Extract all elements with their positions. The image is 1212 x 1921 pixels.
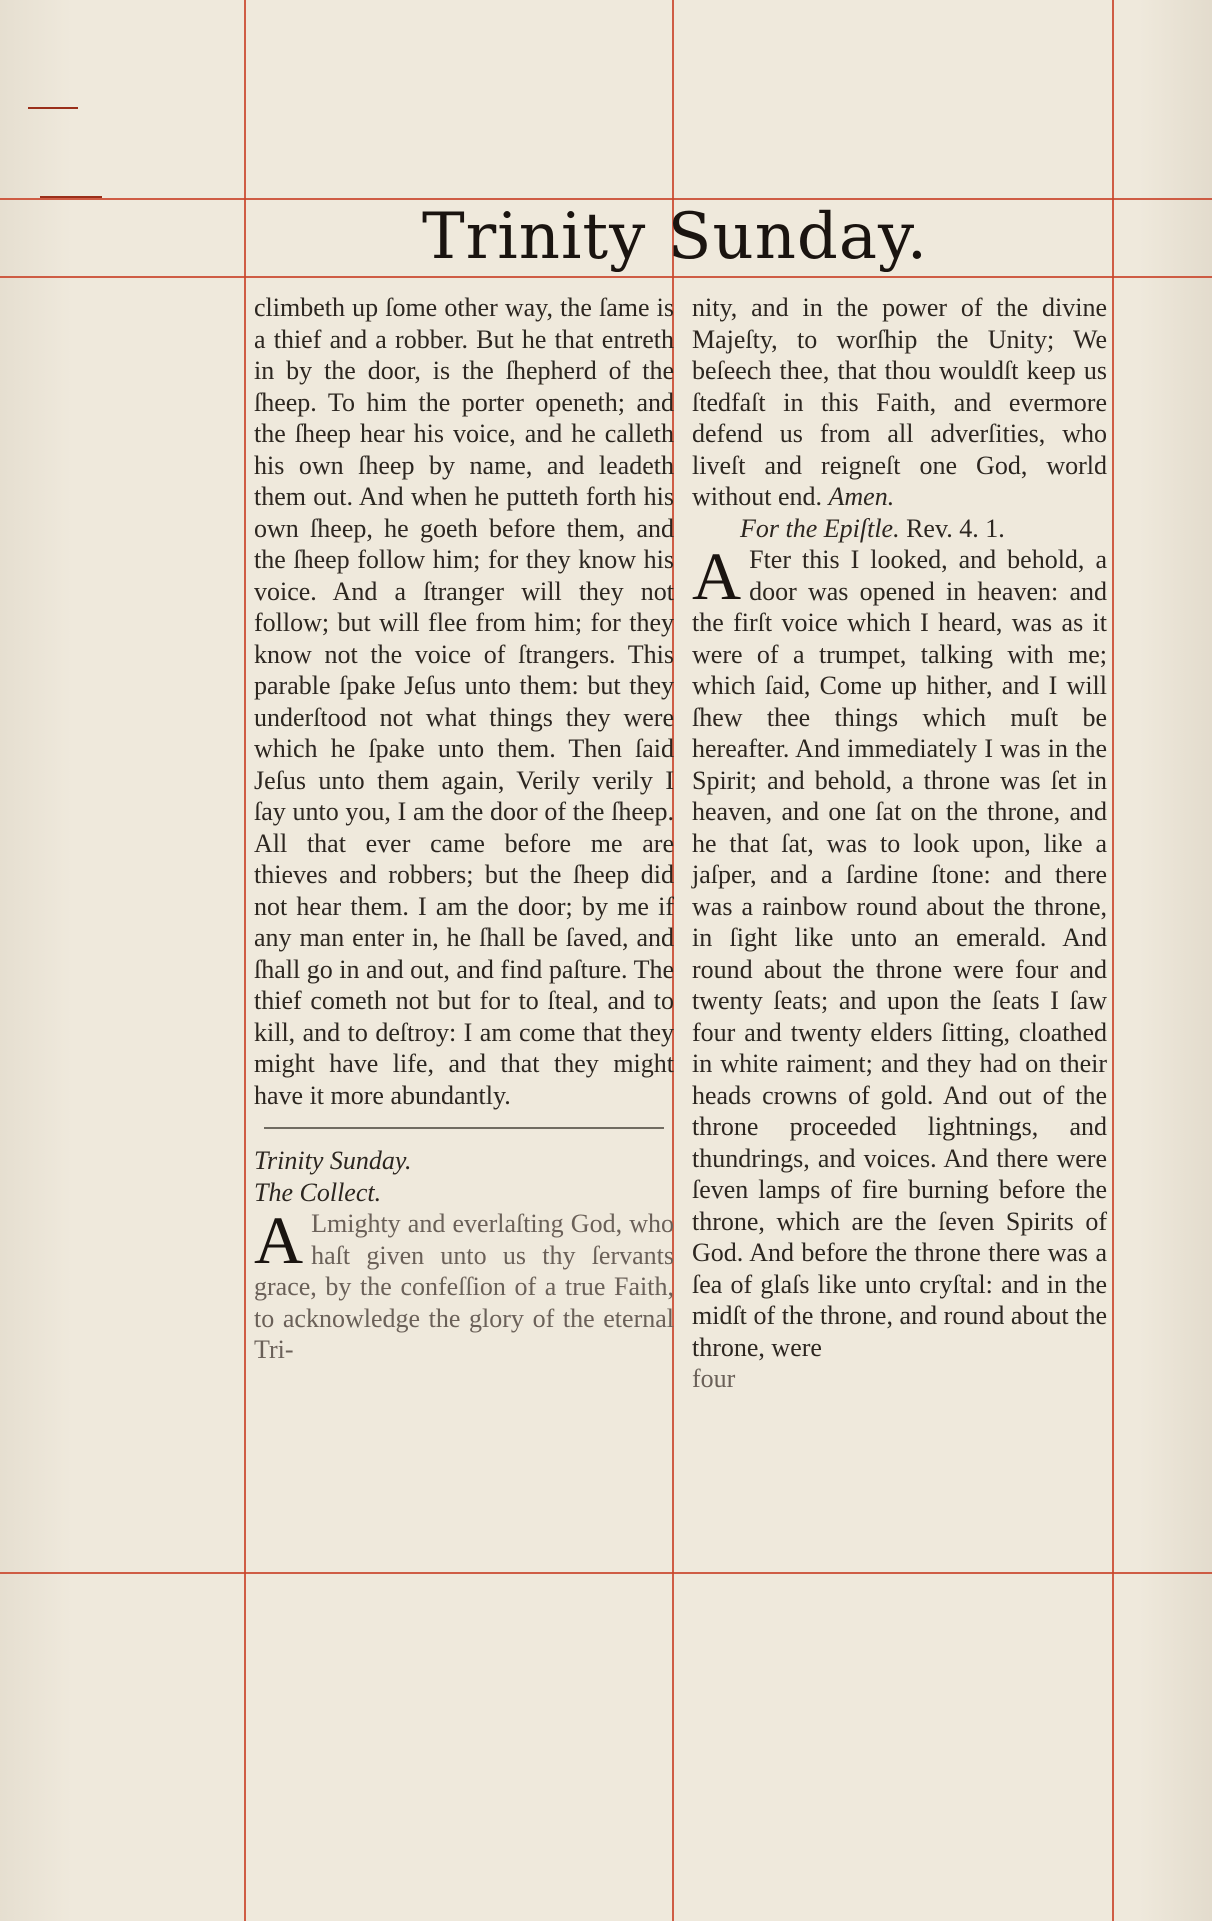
right-column: [692, 292, 1107, 1395]
page-title: Trinity Sunday.: [421, 200, 929, 274]
collect-heading-day: Trinity Sunday.: [254, 1146, 412, 1175]
collect-paragraph: [254, 1202, 674, 1366]
left-column: [254, 292, 674, 1366]
section-divider: [264, 1127, 664, 1129]
collect-dropcap: A: [254, 1202, 304, 1278]
epistle-text: Fter this I looked, and behold, a door was opened in heaven: and the firſt voice which I heard, was as it were of a trumpet, talking with me; which ſaid, Come up hither, and I will ſhew thee things which muſt be hereafter. And immediately I was in the Spirit; and behold, a throne was ſet in heaven, and one ſat on the throne, and he that ſat, was to look upon, like a jaſper, and a ſardine ſtone: and there was a rainbow round about the throne, in ſight like unto an emerald. And round about the throne were four and twenty ſeats; and upon the ſeats I ſaw four and twenty elders ſitting, cloathed in white raiment; and they had on their heads crowns of gold. And out of the throne proceeded lightnings, and thundrings, and voices. And there were ſeven lamps of fire burning before the throne, which are the ſeven Spirits of God. And before the throne there was a ſea of glaſs like unto cryſtal: and in the midſt of the throne, and round about the throne, were: [692, 545, 1107, 1362]
collect-continued: [692, 292, 1107, 513]
collect-continued-text: nity, and in the power of the divine Majeſty, to worſhip the Unity; We beſeech thee, that thou wouldſt keep us ſtedfaſt in this Faith, and evermore defend us from all adverſities, who liveſt and reigneſt one God, world without end.: [692, 293, 1107, 511]
margin-mark: [28, 107, 78, 109]
rule-top-2: [0, 276, 1212, 278]
epistle-dropcap: A: [692, 538, 742, 614]
amen: Amen.: [828, 482, 895, 511]
epistle-heading: [692, 513, 1107, 545]
epistle-paragraph: [692, 538, 1107, 1363]
margin-rule-right: [1112, 0, 1114, 1921]
margin-mark: [40, 196, 102, 198]
collect-text: Lmighty and everlaſting God, who haſt given unto us thy ſervants grace, by the confeſſion of a true Faith, to acknowledge the glory of the eternal Tri-: [254, 1209, 674, 1364]
rule-bottom: [0, 1572, 1212, 1574]
epistle-reference: Rev. 4. 1.: [906, 513, 1005, 543]
epistle-label: For the Epiſtle.: [740, 513, 900, 543]
collect-heading: The Collect.: [254, 1177, 382, 1207]
margin-rule-left: [244, 0, 246, 1921]
catchword: four: [692, 1364, 736, 1393]
gospel-text: climbeth up ſome other way, the ſame is a thief and a robber. But he that entreth in by the door, is the ſhepherd of the ſheep. To him the porter openeth; and the ſheep hear his voice, and he calleth his own ſheep by name, and leadeth them out. And when he putteth forth his own ſheep, he goeth before them, and the ſheep follow him; for they know his voice. And a ſtranger will they not follow; but will flee from him; for they know not the voice of ſtrangers. This parable ſpake Jeſus unto them: but they underſtood not what things they were which he ſpake unto them. Then ſaid Jeſus unto them again, Verily verily I ſay unto you, I am the door of the ſheep. All that ever came before me are thieves and robbers; but the ſheep did not hear them. I am the door; by me if any man enter in, he ſhall be ſaved, and ſhall go in and out, and find paſture. The thief cometh not but for to ſteal, and to kill, and to deſtroy: I am come that they might have life, and that they might have it more abundantly.: [254, 293, 674, 1110]
